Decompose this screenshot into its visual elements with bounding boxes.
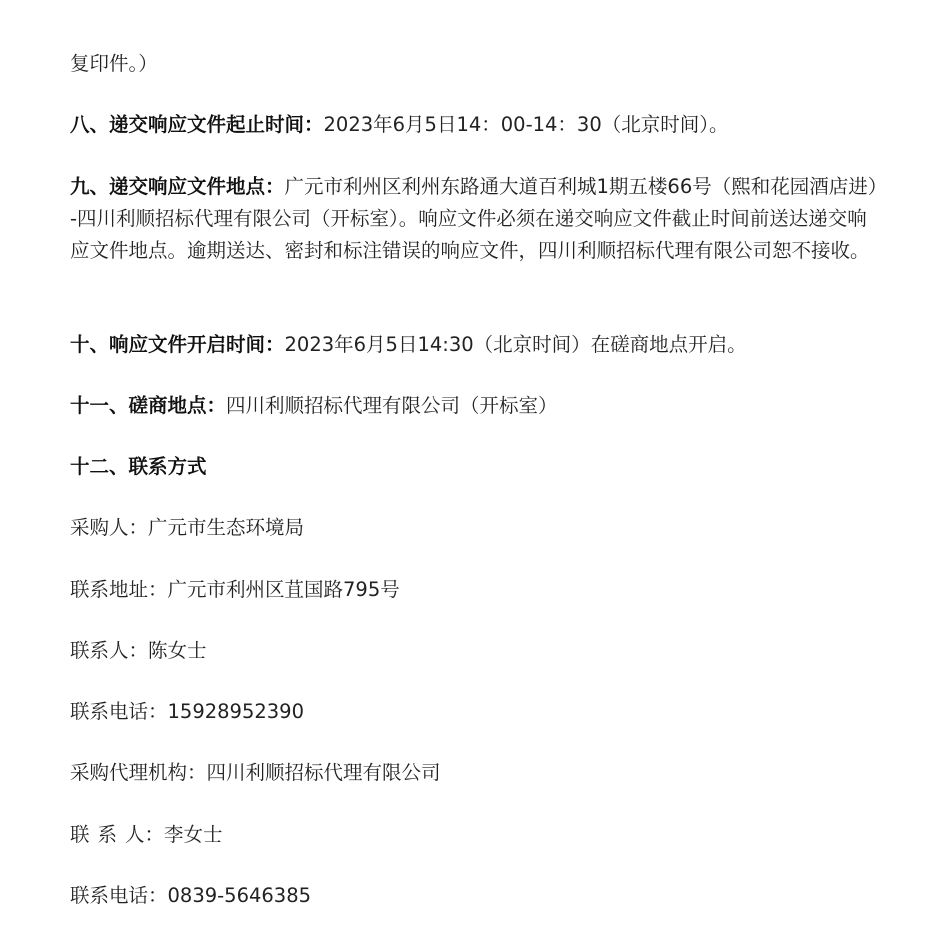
phone-text: 联系电话：15928952390 (70, 700, 304, 723)
contact-address (70, 574, 885, 606)
section-9-label: 九、递交响应文件地点： (70, 175, 285, 198)
section-11-label: 十一、磋商地点： (70, 394, 227, 417)
contact-agency (70, 757, 885, 789)
section-8-label: 八、递交响应文件起止时间： (70, 113, 324, 136)
section-10 (70, 329, 885, 361)
contact-agency-phone (70, 880, 885, 912)
section-8-text: 2023年6月5日14：00-14：30（北京时间）。 (323, 113, 729, 136)
contact-phone (70, 696, 885, 728)
contact-purchaser (70, 512, 885, 544)
agency-text: 采购代理机构：四川利顺招标代理有限公司 (70, 761, 441, 784)
agency-contact-char-3: 人 (125, 823, 145, 846)
agency-contact-char-2: 系 (97, 823, 118, 846)
section-11-text: 四川利顺招标代理有限公司（开标室） (226, 394, 558, 417)
contact-person (70, 635, 885, 667)
purchaser-text: 采购人：广元市生态环境局 (70, 516, 305, 539)
section-12-heading-text: 十二、联系方式 (70, 455, 207, 478)
section-11 (70, 390, 885, 422)
section-10-text: 2023年6月5日14:30（北京时间）在磋商地点开启。 (284, 333, 747, 356)
section-9 (70, 171, 885, 267)
agency-contact-person (70, 819, 885, 851)
section-9-text: 广元市利州区利州东路通大道百利城1期五楼66号（熙和花园酒店进）-四川利顺招标代理有限公司（开标室）。响应文件必须在递交响应文件截止时间前送达递交响应文件地点。逾期送达、密封和标注错误的响应文件，四川利顺招标代理有限公司恕不接收。 (70, 175, 878, 262)
contact-person-text: 联系人：陈女士 (70, 639, 207, 662)
agency-contact-value: ：李女士 (144, 823, 223, 846)
address-text: 联系地址：广元市利州区苴国路795号 (70, 578, 400, 601)
agency-phone-text: 联系电话：0839-5646385 (70, 884, 312, 907)
section-12-heading (70, 451, 885, 483)
section-8 (70, 109, 885, 141)
section-10-label: 十、响应文件开启时间： (70, 333, 285, 356)
carryover-text (70, 48, 885, 80)
carryover-line: 复印件。） (70, 52, 158, 75)
agency-contact-char-1: 联 (70, 823, 90, 846)
